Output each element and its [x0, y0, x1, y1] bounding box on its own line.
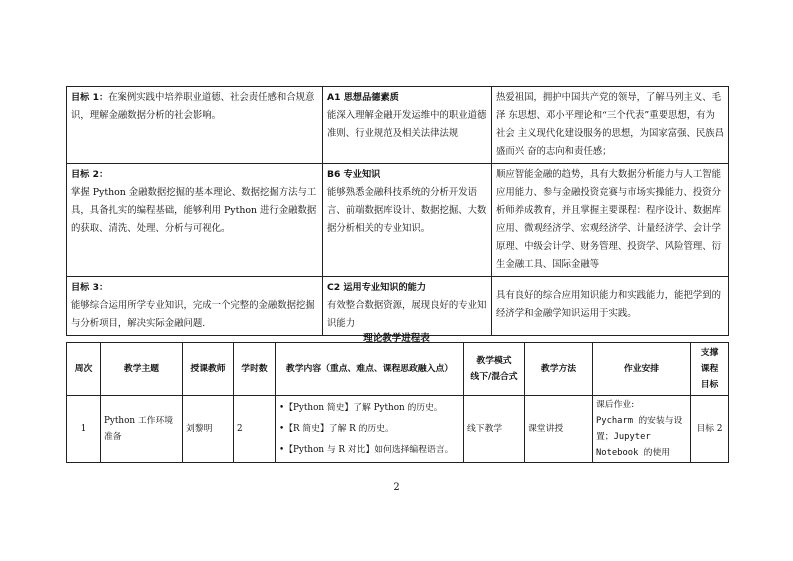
teaching-schedule-table — [66, 342, 729, 463]
goal-text: 能够综合运用所学专业知识，完成一个完整的金融数据挖掘与分析项目，解决实际金融问题. — [71, 300, 315, 329]
schedule-caption: 理论教学进程表 — [363, 333, 430, 344]
support-text: 具有良好的综合应用知识能力和实践能力，能把学到的经济学和金融学知识运用于实践。 — [496, 290, 722, 319]
teacher-cell: 刘黎明 — [183, 396, 234, 463]
mode-cell: 线下教学 — [464, 396, 525, 463]
support-cell — [492, 87, 729, 164]
week-cell: 1 — [67, 396, 101, 463]
goal-row — [67, 277, 729, 336]
goal-text: 在案例实践中培养职业道德、社会责任感和合规意识，理解金融数据分析的社会影响。 — [71, 92, 315, 121]
homework-cell — [593, 396, 691, 463]
requirement-cell — [323, 164, 492, 277]
header-hours: 学时数 — [234, 343, 276, 396]
requirement-description: 能够熟悉金融科技系统的分析开发语言、前端数据库设计、数据挖掘、大数据分析相关的专业知识。 — [327, 187, 487, 234]
content-item: •【R 简史】了解 R 的历史。 — [279, 423, 394, 434]
goal-cell — [67, 277, 323, 336]
header-target — [691, 343, 729, 396]
requirement-title: B6 专业知识 — [327, 169, 381, 180]
method-cell: 课堂讲授 — [525, 396, 593, 463]
homework-heading: 课后作业: — [596, 400, 635, 410]
goal-row — [67, 164, 729, 277]
header-target-line3: 目标 — [700, 380, 719, 390]
header-method: 教学方法 — [525, 343, 593, 396]
content-item: •【Python 与 R 对比】如何选择编程语言。 — [279, 444, 454, 455]
header-week: 周次 — [67, 343, 101, 396]
goal-label: 目标 3： — [71, 282, 109, 293]
homework-body: Pycharm 的安装与设置；Jupyter Notebook 的使用 — [596, 416, 683, 458]
header-content: 教学内容（重点、难点、课程思政融入点） — [276, 343, 464, 396]
goal-row — [67, 87, 729, 164]
goal-label: 目标 1： — [71, 92, 109, 103]
header-homework: 作业安排 — [593, 343, 691, 396]
support-cell — [492, 277, 729, 336]
support-cell — [492, 164, 729, 277]
requirement-cell — [323, 277, 492, 336]
support-text: 顺应智能金融的趋势，具有大数据分析能力与人工智能应用能力、参与金融投资竞赛与市场实操能力、投资分析师养成教育，并且掌握主要课程：程序设计、数据库应用、微观经济学、宏观经济学、计量经济学、会计学原理、中级会计学、财务管理、投资学、风险管理、衍生金融工具、国际金融等 — [496, 169, 722, 270]
goal-cell — [67, 87, 323, 164]
target-cell: 目标 2 — [691, 396, 729, 463]
goal-label: 目标 2： — [71, 169, 109, 180]
header-mode-line1: 教学模式 — [476, 356, 512, 366]
requirement-title: A1 思想品德素质 — [327, 92, 399, 103]
schedule-row — [67, 396, 729, 463]
header-target-line2: 课程 — [700, 364, 719, 374]
topic-cell: Python 工作环境准备 — [101, 396, 183, 463]
content-cell — [276, 396, 464, 463]
goal-cell — [67, 164, 323, 277]
header-mode — [464, 343, 525, 396]
requirement-cell — [323, 87, 492, 164]
requirement-description: 有效整合数据资源，展现良好的专业知识能力 — [327, 300, 487, 329]
support-text: 热爱祖国，拥护中国共产党的领导，了解马列主义、毛泽 东思想、邓小平理论和“三个代表”重要思想，有为社会 主义现代化建设服务的思想，为国家富强、民族昌盛而兴 奋的志向和责任感； — [496, 92, 724, 157]
requirement-description: 能深入理解金融开发运维中的职业道德准则、行业规范及相关法律法规 — [327, 110, 487, 139]
header-mode-line2: 线下/混合式 — [470, 372, 518, 382]
header-teacher: 授课教师 — [183, 343, 234, 396]
hours-cell: 2 — [234, 396, 276, 463]
goal-text: 掌握 Python 金融数据挖掘的基本理论、数据挖掘方法与工具，具备扎实的编程基础，能够利用 Python 进行金融数据的获取、清洗、处理、分析与可视化。 — [71, 187, 317, 234]
course-goals-table — [66, 86, 729, 336]
schedule-header-row — [67, 343, 729, 396]
header-topic: 教学主题 — [101, 343, 183, 396]
content-item: •【Python 简史】了解 Python 的历史。 — [279, 402, 443, 413]
page-number: 2 — [393, 482, 400, 493]
requirement-title: C2 运用专业知识的能力 — [327, 282, 427, 293]
header-target-line1: 支撑 — [700, 348, 719, 358]
